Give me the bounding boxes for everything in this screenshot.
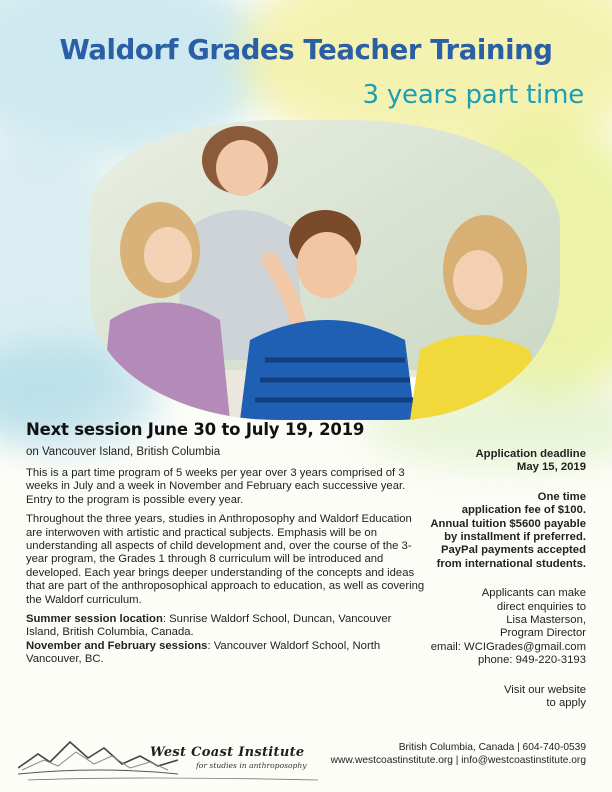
fee-line: One time xyxy=(537,490,586,503)
novfeb-location xyxy=(26,640,426,667)
program-description xyxy=(26,467,426,667)
summer-location xyxy=(26,613,426,640)
novfeb-location-value: : Vancouver Waldorf School, North Vancouver, BC. xyxy=(26,639,381,666)
deadline-label: Application deadline xyxy=(475,448,586,460)
website-line: Visit our website xyxy=(503,683,586,696)
page-subtitle: 3 years part time xyxy=(362,80,584,110)
page-title: Waldorf Grades Teacher Training xyxy=(59,34,553,66)
fee-line: by installment if preferred. xyxy=(444,531,586,544)
contact-line: Lisa Masterson, xyxy=(506,614,586,627)
logo-tagline: for studies in anthroposophy xyxy=(196,761,307,770)
footer-address-phone: British Columbia, Canada | 604-740-0539 xyxy=(398,742,586,753)
fee-line: application fee of $100. xyxy=(461,504,586,517)
application-sidebar xyxy=(411,448,586,727)
summer-location-label: Summer session location xyxy=(26,613,163,626)
fee-block xyxy=(411,491,586,571)
contact-block xyxy=(411,587,586,667)
fee-line: from international students. xyxy=(436,557,586,570)
deadline-block xyxy=(411,448,586,475)
logo-name: West Coast Institute xyxy=(150,745,305,760)
novfeb-location-label: November and February sessions xyxy=(26,639,208,652)
session-heading: Next session June 30 to July 19, 2019 xyxy=(26,420,365,439)
fee-line: PayPal payments accepted xyxy=(440,544,586,557)
deadline-date: May 15, 2019 xyxy=(516,461,586,474)
website-block xyxy=(411,684,586,711)
fee-line: Annual tuition $5600 payable xyxy=(430,517,586,530)
classroom-photo xyxy=(90,120,560,420)
footer-contact xyxy=(331,741,586,767)
contact-line: Program Director xyxy=(499,627,586,640)
program-overview: This is a part time program of 5 weeks per year over 3 years comprised of 3 weeks in July and a week in November and February each successive year. Entry to the program is possible every year. xyxy=(26,467,406,506)
curriculum-description: Throughout the three years, studies in Anthroposophy and Waldorf Education are interwoven with artistic and practical subjects. Emphasis will be on understanding all aspects of child development and, over the course of the 3-year program, the Grades 1 through 8 curriculum will be introduced and developed. Each year brings deeper understanding of the concepts and ideas that are part of the anthroposophical approach to education, as well as covering the Waldorf curriculum. xyxy=(26,513,425,606)
contact-line: direct enquiries to xyxy=(496,600,586,613)
summer-location-value: : Sunrise Waldorf School, Duncan, Vancouver Island, British Columbia, Canada. xyxy=(26,613,392,639)
website-line: to apply xyxy=(546,697,586,710)
session-place: on Vancouver Island, British Columbia xyxy=(26,446,221,458)
classroom-illustration xyxy=(90,120,560,420)
footer-web-email[interactable]: www.westcoastinstitute.org | info@westcoastinstitute.org xyxy=(330,755,586,766)
contact-phone[interactable]: phone: 949-220-3193 xyxy=(477,654,586,667)
contact-email[interactable]: email: WCIGrades@gmail.com xyxy=(430,640,586,653)
contact-line: Applicants can make xyxy=(481,587,586,600)
